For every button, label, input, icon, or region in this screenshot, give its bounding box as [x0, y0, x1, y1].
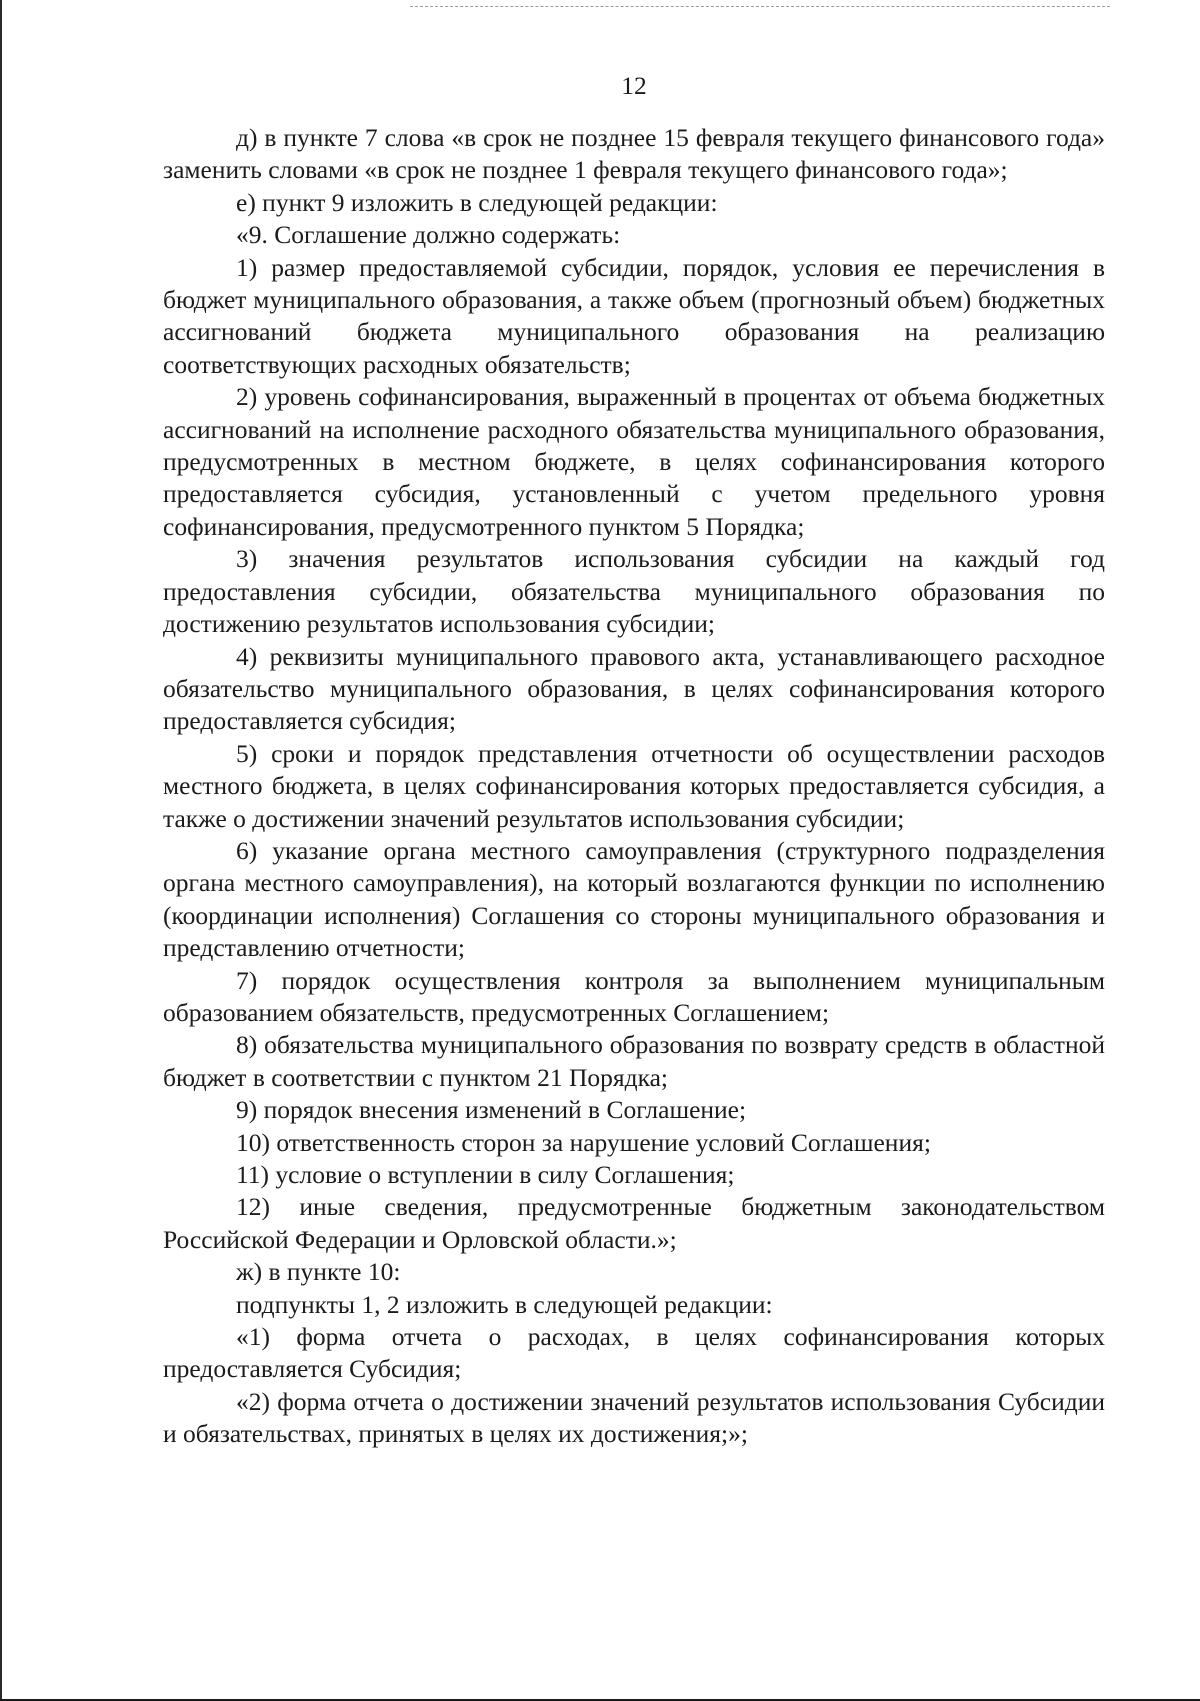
scan-edge-top [410, 6, 1110, 7]
list-item-4: 4) реквизиты муниципального правового акта, устанавливающего расходное обязательство муниципального образования, в целях софинансирования которого предоставляется субсидия; [163, 641, 1105, 736]
list-item-9: 9) порядок внесения изменений в Соглашение; [236, 1095, 747, 1125]
paragraph-zh: ж) в пункте 10: [236, 1257, 401, 1287]
list-item-6: 6) указание органа местного самоуправления (структурного подразделения органа местного самоуправления), на который возлагаются функции по исполнению (координации исполнения) Соглашения со стороны муниципального образования и представлению отчетности; [163, 835, 1105, 963]
subitem-1: «1) форма отчета о расходах, в целях софинансирования которых предоставляется Субсидия; [163, 1322, 1105, 1384]
list-item-12: 12) иные сведения, предусмотренные бюджетным законодательством Российской Федерации и Орловской области.»; [163, 1192, 1105, 1254]
list-item-8: 8) обязательства муниципального образования по возврату средств в областной бюджет в соответствии с пунктом 21 Порядка; [163, 1030, 1105, 1092]
list-item-11: 11) условие о вступлении в силу Соглашения; [236, 1160, 735, 1189]
list-item-7: 7) порядок осуществления контроля за выполнением муниципальным образованием обязательств, предусмотренных Соглашением; [163, 965, 1105, 1027]
list-item-1: 1) размер предоставляемой субсидии, порядок, условия ее перечисления в бюджет муниципального образования, а также объем (прогнозный объем) бюджетных ассигнований бюджета муниципального образования на реализацию соответствующих расходных обязательств; [163, 252, 1105, 379]
list-item-10: 10) ответственность сторон за нарушение условий Соглашения; [236, 1127, 931, 1157]
list-item-2: 2) уровень софинансирования, выраженный в процентах от объема бюджетных ассигнований на исполнение расходного обязательства муниципального образования, предусмотренных в местном бюджете, в целях софинансирования которого предоставляется субсидия, установленный с учетом предельного уровня софинансирования, предусмотренного пунктом 5 Порядка; [163, 382, 1105, 541]
paragraph-d: д) в пункте 7 слова «в срок не позднее 15 февраля текущего финансового года» заменить словами «в срок не позднее 1 февраля текущего финансового года»; [163, 123, 1105, 185]
page-number: 12 [621, 71, 647, 100]
scan-edge-left [0, 0, 2, 1701]
paragraph-e: е) пункт 9 изложить в следующей редакции: [236, 187, 718, 217]
document-page [163, 70, 1105, 1451]
paragraph-subitems-intro: подпункты 1, 2 изложить в следующей редакции: [236, 1289, 773, 1319]
list-item-5: 5) сроки и порядок представления отчетности об осуществлении расходов местного бюджета, в целях софинансирования которых предоставляется субсидия, а также о достижении значений результатов использования субсидии; [163, 738, 1105, 833]
paragraph-9-intro: «9. Соглашение должно содержать: [236, 220, 621, 250]
subitem-2: «2) форма отчета о достижении значений результатов использования Субсидии и обязательствах, принятых в целях их достижения;»; [163, 1386, 1105, 1449]
list-item-3: 3) значения результатов использования субсидии на каждый год предоставления субсидии, обязательства муниципального образования по достижению результатов использования субсидии; [163, 544, 1105, 639]
